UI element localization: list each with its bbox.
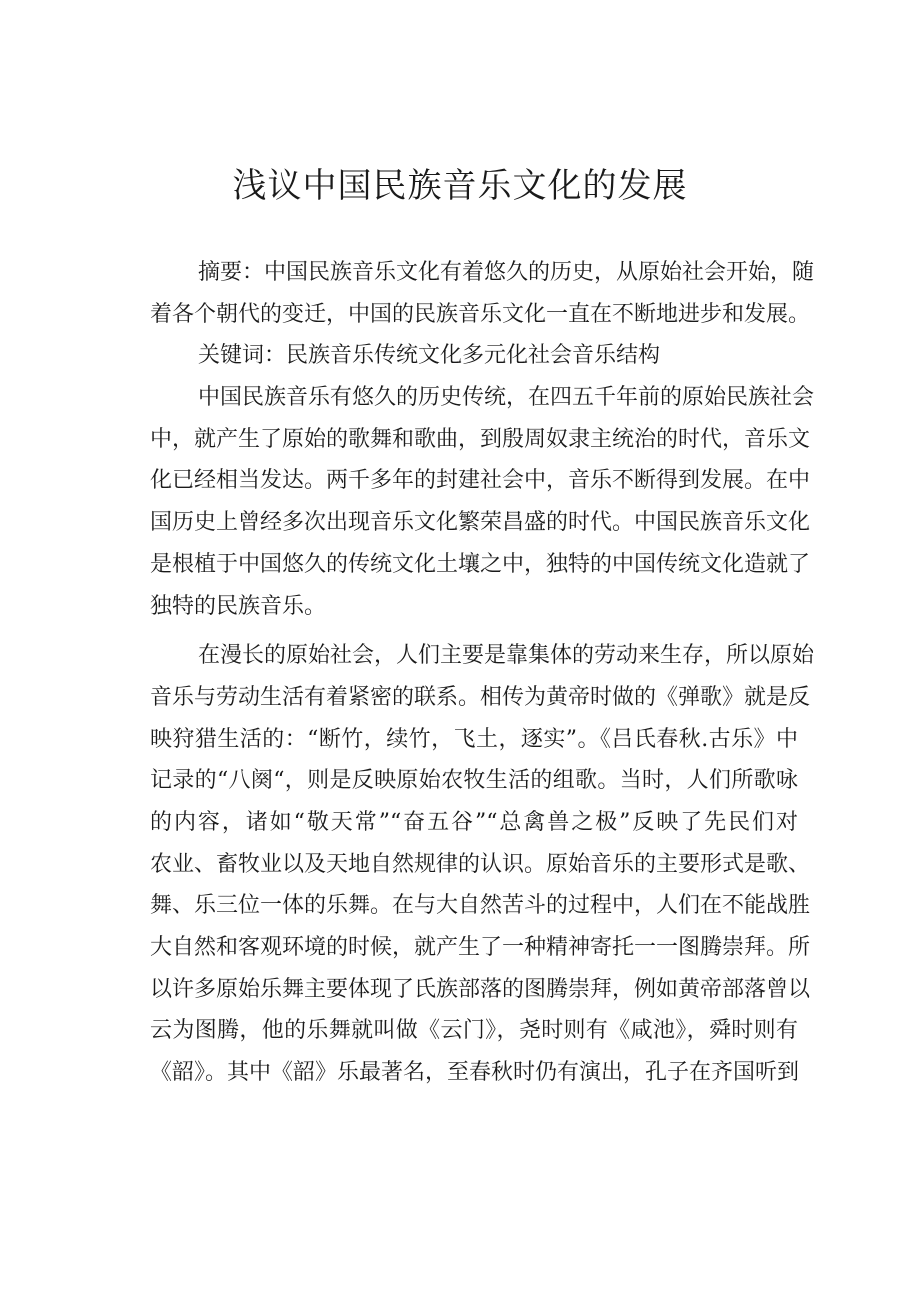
paragraph-gap — [150, 627, 798, 635]
paragraph-line: 化已经相当发达。两千多年的封建社会中，音乐不断得到发展。在中 — [150, 468, 811, 494]
paragraph-line: 的内容，诸如“敬天常”“奋五谷”“总禽兽之极”反映了先民们对 — [150, 809, 798, 835]
paragraph-line: 农业、畜牧业以及天地自然规律的认识。原始音乐的主要形式是歌、 — [150, 851, 811, 877]
paragraph-line: 独特的民族音乐。 — [150, 593, 327, 619]
paragraph-1 — [150, 377, 815, 627]
paragraph-line: 中国民族音乐有悠久的历史传统，在四五千年前的原始民族社会 — [198, 385, 815, 411]
paragraph-line: 是根植于中国悠久的传统文化土壤之中，独特的中国传统文化造就了 — [150, 551, 811, 577]
abstract-line: 摘要：中国民族音乐文化有着悠久的历史，从原始社会开始，随 — [198, 260, 815, 285]
paragraph-line: 音乐与劳动生活有着紧密的联系。相传为黄帝时做的《弹歌》就是反 — [150, 684, 811, 710]
document-body — [150, 252, 815, 1094]
paragraph-line: 以许多原始乐舞主要体现了氏族部落的图腾崇拜，例如黄帝部落曾以 — [150, 976, 811, 1002]
abstract-line: 着各个朝代的变迁，中国的民族音乐文化一直在不断地进步和发展。 — [150, 301, 811, 327]
paragraph-line: 《韶》。其中《韶》乐最著名，至春秋时仍有演出，孔子在齐国听到 — [150, 1060, 800, 1086]
keywords: 关键词：民族音乐传统文化多元化社会音乐结构 — [198, 343, 661, 369]
paragraph-line: 记录的“八阕“，则是反映原始农牧生活的组歌。当时，人们所歌咏 — [150, 768, 798, 794]
document-title: 浅议中国民族音乐文化的发展 — [232, 166, 688, 206]
paragraph-line: 映狩猎生活的：“断竹，续竹，飞土，逐实”。《吕氏春秋.古乐》中 — [150, 726, 798, 752]
paragraph-line: 舞、乐三位一体的乐舞。在与大自然苦斗的过程中，人们在不能战胜 — [150, 893, 811, 919]
paragraph-line: 中，就产生了原始的歌舞和歌曲，到殷周奴隶主统治的时代，音乐文 — [150, 426, 811, 452]
paragraph-line: 国历史上曾经多次出现音乐文化繁荣昌盛的时代。中国民族音乐文化 — [150, 510, 811, 536]
paragraph-2 — [150, 635, 815, 1094]
abstract — [150, 252, 815, 335]
paragraph-line: 在漫长的原始社会，人们主要是靠集体的劳动来生存，所以原始 — [198, 643, 815, 669]
paragraph-line: 云为图腾，他的乐舞就叫做《云门》，尧时则有《咸池》，舜时则有 — [150, 1018, 798, 1044]
paragraph-line: 大自然和客观环境的时候，就产生了一种精神寄托一一图腾崇拜。所 — [150, 935, 811, 960]
